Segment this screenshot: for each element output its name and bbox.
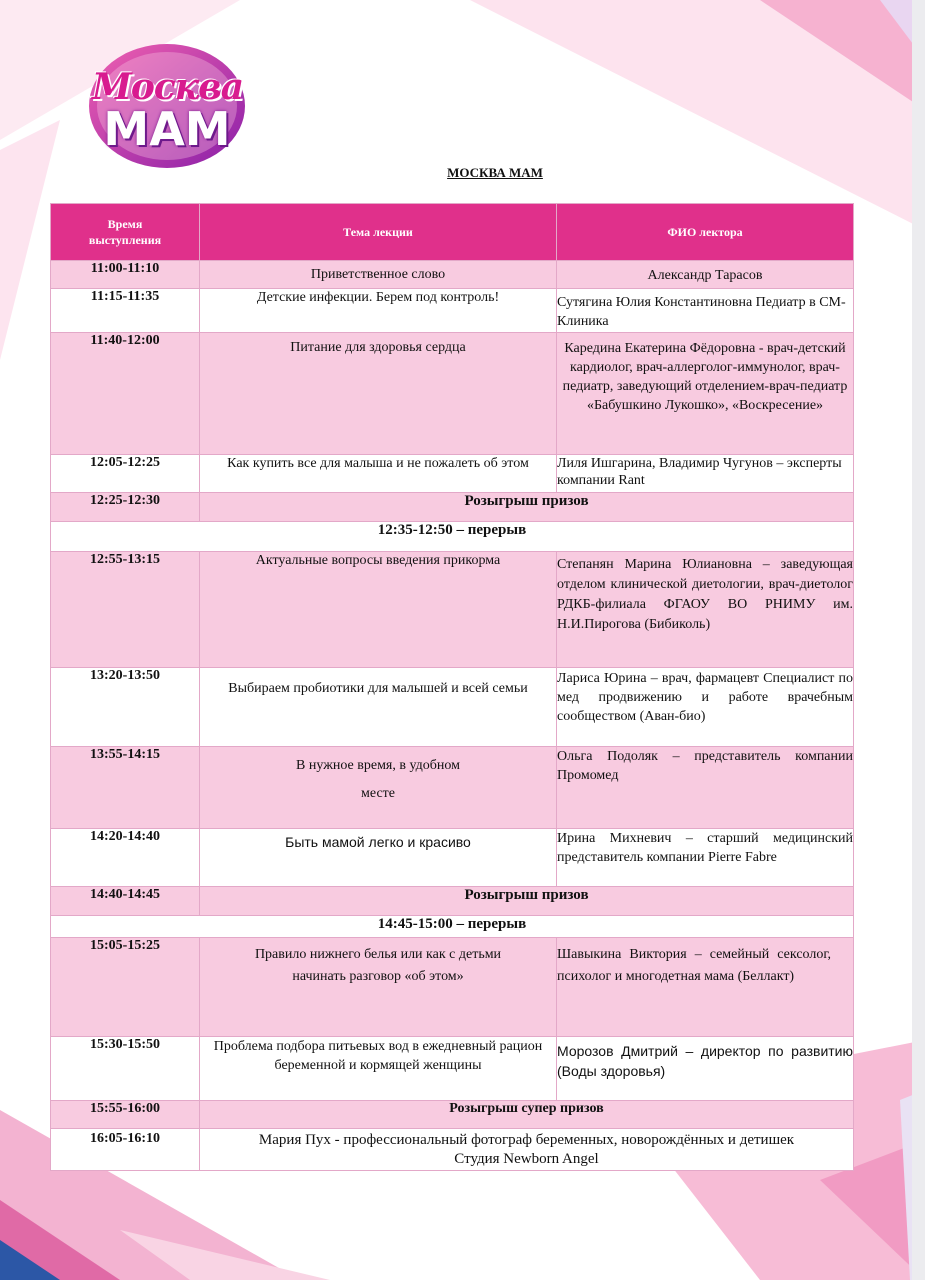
row-topic: Актуальные вопросы введения прикорма	[200, 552, 557, 668]
break-row	[51, 916, 854, 938]
table-row	[51, 887, 854, 916]
row-topic: Детские инфекции. Берем под контроль!	[200, 289, 557, 333]
row-lecturer: Александр Тарасов	[557, 261, 854, 289]
header-time	[51, 204, 200, 261]
table-row	[51, 333, 854, 455]
row-topic: Мария Пух - профессиональный фотограф беременных, новорождённых и детишек Студия Newborn Angel	[200, 1129, 854, 1171]
table-row	[51, 493, 854, 522]
row-time: 13:55-14:15	[51, 747, 200, 829]
row-topic: Приветственное слово	[200, 261, 557, 289]
row-time: 11:00-11:10	[51, 261, 200, 289]
table-row	[51, 1129, 854, 1171]
break-label: 12:35-12:50 – перерыв	[51, 522, 854, 552]
row-lecturer: Лариса Юрина – врач, фармацевт Специалист по мед продвижению и работе врачебным сообществом (Аван-био)	[557, 668, 854, 747]
table-row	[51, 747, 854, 829]
table-row	[51, 829, 854, 887]
row-topic: Выбираем пробиотики для малышей и всей семьи	[200, 668, 557, 747]
row-lecturer: Морозов Дмитрий – директор по развитию (Воды здоровья)	[557, 1037, 854, 1101]
table-row	[51, 289, 854, 333]
row-topic: Правило нижнего белья или как с детьми начинать разговор «об этом»	[200, 938, 557, 1037]
schedule-table	[50, 203, 854, 1171]
logo-moskva-mam	[84, 36, 250, 170]
row-lecturer: Шавыкина Виктория – семейный сексолог, психолог и многодетная мама (Беллакт)	[557, 938, 854, 1037]
row-lecturer: Каредина Екатерина Фёдоровна - врач-детский кардиолог, врач-аллерголог-иммунолог, врач-педиатр, заведующий отделением-врач-педиатр «Бабушкино Лукошко», «Воскресение»	[557, 333, 854, 455]
table-row	[51, 261, 854, 289]
row-time: 14:20-14:40	[51, 829, 200, 887]
break-row	[51, 522, 854, 552]
break-label: 14:45-15:00 – перерыв	[51, 916, 854, 938]
row-time: 11:15-11:35	[51, 289, 200, 333]
table-row	[51, 1101, 854, 1129]
row-topic: В нужное время, в удобном месте	[200, 747, 557, 829]
table-row	[51, 938, 854, 1037]
header-time-line1: Время	[107, 217, 143, 231]
table-row	[51, 552, 854, 668]
row-lecturer: Лиля Ишгарина, Владимир Чугунов – эксперты компании Rant	[557, 455, 854, 493]
page-title: МОСКВА МАМ	[447, 165, 543, 180]
row-time: 16:05-16:10	[51, 1129, 200, 1171]
table-row	[51, 1037, 854, 1101]
row-time: 12:55-13:15	[51, 552, 200, 668]
row-topic: Проблема подбора питьевых вод в ежедневный рацион беременной и кормящей женщины	[200, 1037, 557, 1101]
header-time-line2: выступления	[88, 233, 162, 247]
logo-script-text: Москва	[92, 66, 244, 108]
row-time: 15:05-15:25	[51, 938, 200, 1037]
header-lecturer: ФИО лектора	[557, 204, 854, 261]
prize-draw-label: Розыгрыш призов	[200, 887, 854, 916]
super-prize-draw-label: Розыгрыш супер призов	[200, 1101, 854, 1129]
header-topic: Тема лекции	[200, 204, 557, 261]
row-topic: Быть мамой легко и красиво	[200, 829, 557, 887]
row-time: 14:40-14:45	[51, 887, 200, 916]
row-lecturer: Степанян Марина Юлиановна – заведующая отделом клинической диетологии, врач-диетолог РДКБ-филиала ФГАОУ ВО РНИМУ им. Н.И.Пирогова (Бибиколь)	[557, 552, 854, 668]
table-header-row	[51, 204, 854, 261]
row-time: 11:40-12:00	[51, 333, 200, 455]
row-topic: Питание для здоровья сердца	[200, 333, 557, 455]
row-time: 12:05-12:25	[51, 455, 200, 493]
prize-draw-label: Розыгрыш призов	[200, 493, 854, 522]
row-time: 13:20-13:50	[51, 668, 200, 747]
row-lecturer: Ольга Подоляк – представитель компании Промомед	[557, 747, 854, 829]
table-row	[51, 455, 854, 493]
row-time: 12:25-12:30	[51, 493, 200, 522]
row-lecturer: Ирина Михневич – старший медицинский представитель компании Pierre Fabre	[557, 829, 854, 887]
row-topic: Как купить все для малыша и не пожалеть об этом	[200, 455, 557, 493]
logo-block-text: МАМ	[103, 102, 231, 156]
table-row	[51, 668, 854, 747]
row-time: 15:55-16:00	[51, 1101, 200, 1129]
row-time: 15:30-15:50	[51, 1037, 200, 1101]
row-lecturer: Сутягина Юлия Константиновна Педиатр в СМ-Клиника	[557, 289, 854, 333]
